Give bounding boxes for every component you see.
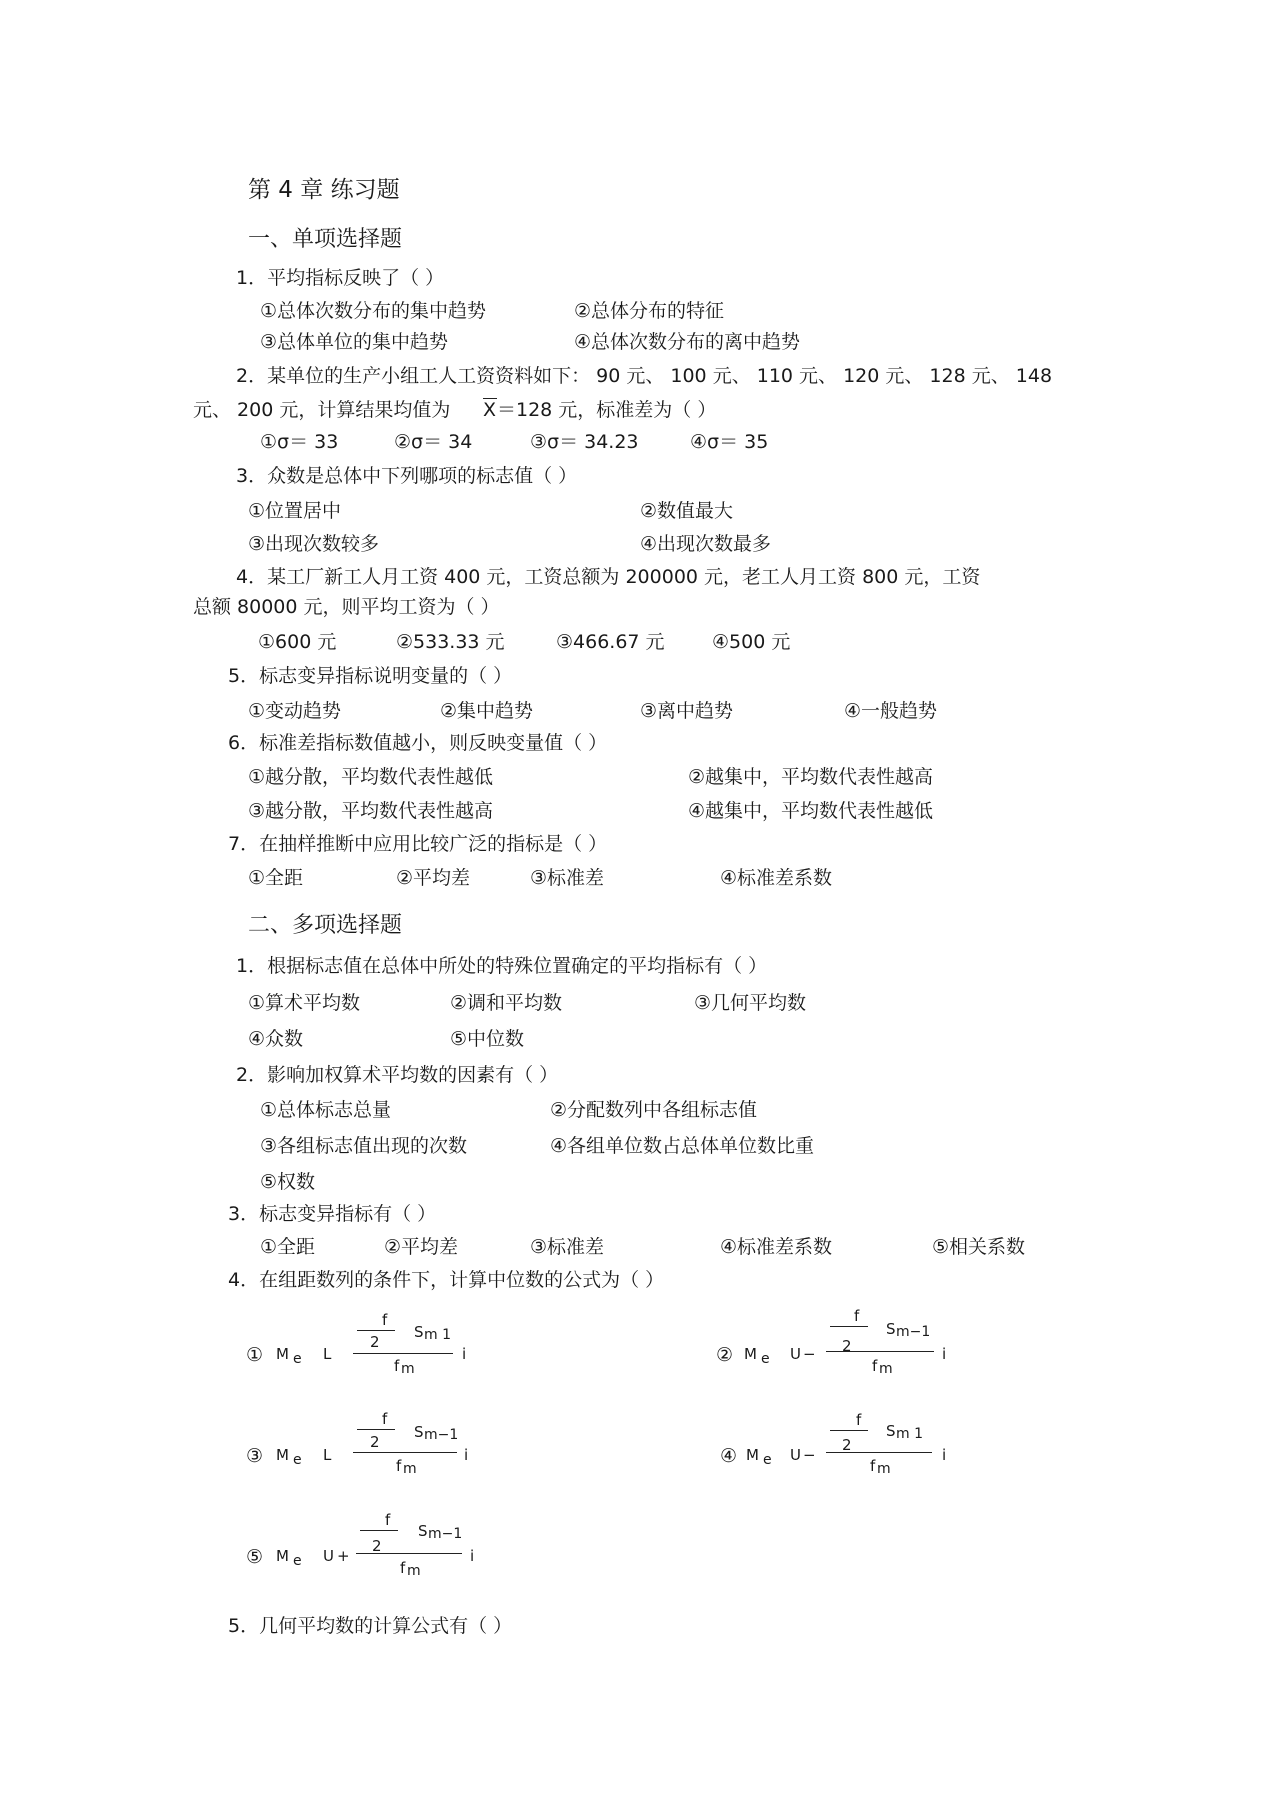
s1-q5-opt4: ④一般趋势 bbox=[844, 700, 938, 722]
formula-me: M bbox=[746, 1446, 759, 1464]
chapter-title: 第 4 章 练习题 bbox=[248, 177, 400, 203]
formula-fm: f bbox=[400, 1559, 406, 1577]
s1-q2-line2a: 元、 200 元，计算结果均值为 bbox=[193, 399, 451, 421]
main-fraction-bar bbox=[356, 1553, 462, 1554]
formula-i: i bbox=[464, 1446, 469, 1464]
formula-s-sub: m−1 bbox=[428, 1526, 463, 1542]
formula-s-sub: m 1 bbox=[424, 1327, 451, 1343]
s2-q1-opt5: ⑤中位数 bbox=[450, 1028, 525, 1050]
formula-fm-sub: m bbox=[401, 1361, 415, 1377]
xbar-overline bbox=[483, 398, 497, 399]
formula-me-sub: e bbox=[293, 1351, 302, 1367]
formula-fm-sub: m bbox=[879, 1361, 893, 1377]
formula-number: ③ bbox=[246, 1445, 264, 1467]
formula-s: S bbox=[418, 1522, 428, 1540]
s1-q1-opt3: ③总体单位的集中趋势 bbox=[260, 331, 449, 353]
s2-q3-stem: 3．标志变异指标有（ ） bbox=[228, 1203, 437, 1225]
s1-q3-opt4: ④出现次数最多 bbox=[640, 533, 772, 555]
s1-q4-opt3: ③466.67 元 bbox=[556, 631, 665, 653]
s2-q3-opt2: ②平均差 bbox=[384, 1236, 459, 1258]
formula-f: f bbox=[385, 1511, 391, 1529]
inner-fraction-bar bbox=[357, 1330, 395, 1331]
section1-heading: 一、单项选择题 bbox=[248, 227, 403, 252]
s1-q3-opt3: ③出现次数较多 bbox=[248, 533, 380, 555]
s1-q1-stem: 1．平均指标反映了（ ） bbox=[236, 267, 445, 289]
s2-q2-stem: 2．影响加权算术平均数的因素有（ ） bbox=[236, 1064, 559, 1086]
s1-q6-opt3: ③越分散，平均数代表性越高 bbox=[248, 800, 494, 822]
s1-q6-opt1: ①越分散，平均数代表性越低 bbox=[248, 766, 494, 788]
s1-q1-opt4: ④总体次数分布的离中趋势 bbox=[574, 331, 801, 353]
s1-q3-opt2: ②数值最大 bbox=[640, 500, 734, 522]
formula-me: M bbox=[276, 1446, 289, 1464]
formula-me: M bbox=[276, 1345, 289, 1363]
formula-fm: f bbox=[872, 1357, 878, 1375]
formula-two: 2 bbox=[842, 1337, 852, 1355]
s1-q7-opt1: ①全距 bbox=[248, 867, 304, 889]
formula-s-sub: m−1 bbox=[424, 1427, 459, 1443]
formula-s: S bbox=[886, 1422, 896, 1440]
formula-s-sub: m−1 bbox=[896, 1324, 931, 1340]
s2-q2-opt4: ④各组单位数占总体单位数比重 bbox=[550, 1135, 815, 1157]
s2-q1-opt2: ②调和平均数 bbox=[450, 992, 563, 1014]
formula-bound: L bbox=[323, 1446, 332, 1464]
s2-q2-opt2: ②分配数列中各组标志值 bbox=[550, 1099, 758, 1121]
s1-q7-opt2: ②平均差 bbox=[396, 867, 471, 889]
main-fraction-bar bbox=[826, 1351, 934, 1352]
s1-q2-opt2: ②σ＝ 34 bbox=[394, 431, 473, 453]
formula-me-sub: e bbox=[761, 1351, 770, 1367]
formula-fm-sub: m bbox=[877, 1461, 891, 1477]
formula-fm: f bbox=[394, 1357, 400, 1375]
s1-q3-stem: 3．众数是总体中下列哪项的标志值（ ） bbox=[236, 465, 578, 487]
main-fraction-bar bbox=[353, 1452, 457, 1453]
formula-two: 2 bbox=[370, 1333, 380, 1351]
s1-q4-line2: 总额 80000 元，则平均工资为（ ） bbox=[193, 596, 500, 618]
s2-q3-opt3: ③标准差 bbox=[530, 1236, 605, 1258]
s1-q5-stem: 5．标志变异指标说明变量的（ ） bbox=[228, 665, 513, 687]
inner-fraction-bar bbox=[360, 1530, 398, 1531]
formula-me: M bbox=[276, 1547, 289, 1565]
s2-q3-opt1: ①全距 bbox=[260, 1236, 316, 1258]
s2-q2-opt1: ①总体标志总量 bbox=[260, 1099, 392, 1121]
inner-fraction-bar bbox=[830, 1326, 868, 1327]
formula-i: i bbox=[942, 1446, 947, 1464]
s1-q2-line2b: ＝128 元，标准差为（ ） bbox=[497, 399, 717, 421]
s2-q3-opt5: ⑤相关系数 bbox=[932, 1236, 1026, 1258]
formula-fm-sub: m bbox=[403, 1461, 417, 1477]
s2-q4-stem: 4．在组距数列的条件下，计算中位数的公式为（ ） bbox=[228, 1269, 665, 1291]
formula-fm: f bbox=[870, 1457, 876, 1475]
s1-q4-opt2: ②533.33 元 bbox=[396, 631, 505, 653]
formula-sign: − bbox=[803, 1345, 816, 1363]
formula-fm: f bbox=[396, 1457, 402, 1475]
main-fraction-bar bbox=[826, 1452, 932, 1453]
formula-sign: + bbox=[337, 1547, 350, 1565]
s2-q1-opt1: ①算术平均数 bbox=[248, 992, 361, 1014]
s1-q5-opt2: ②集中趋势 bbox=[440, 700, 534, 722]
s1-q4-opt1: ①600 元 bbox=[258, 631, 337, 653]
s1-q6-stem: 6．标准差指标数值越小，则反映变量值（ ） bbox=[228, 732, 608, 754]
s2-q3-opt4: ④标准差系数 bbox=[720, 1236, 833, 1258]
formula-s: S bbox=[414, 1423, 424, 1441]
formula-me-sub: e bbox=[293, 1553, 302, 1569]
formula-bound: U bbox=[790, 1345, 801, 1363]
formula-i: i bbox=[470, 1547, 475, 1565]
formula-two: 2 bbox=[842, 1436, 852, 1454]
formula-bound: U bbox=[790, 1446, 801, 1464]
formula-bound: U bbox=[323, 1547, 334, 1565]
formula-me: M bbox=[744, 1345, 757, 1363]
formula-bound: L bbox=[323, 1345, 332, 1363]
s1-q4-line1: 4．某工厂新工人月工资 400 元，工资总额为 200000 元，老工人月工资 800 元，工资 bbox=[236, 566, 981, 588]
formula-s: S bbox=[886, 1320, 896, 1338]
section2-heading: 二、多项选择题 bbox=[248, 913, 403, 938]
formula-sign: − bbox=[803, 1446, 816, 1464]
formula-i: i bbox=[942, 1345, 947, 1363]
formula-f: f bbox=[382, 1410, 388, 1428]
s1-q7-stem: 7．在抽样推断中应用比较广泛的指标是（ ） bbox=[228, 833, 608, 855]
main-fraction-bar bbox=[353, 1353, 453, 1354]
formula-f: f bbox=[856, 1411, 862, 1429]
inner-fraction-bar bbox=[357, 1429, 395, 1430]
s1-q6-opt2: ②越集中，平均数代表性越高 bbox=[688, 766, 934, 788]
s1-q2-line1: 2．某单位的生产小组工人工资资料如下： 90 元、 100 元、 110 元、 120 元、 128 元、 148 bbox=[236, 365, 1053, 387]
s2-q5-stem: 5．几何平均数的计算公式有（ ） bbox=[228, 1615, 513, 1637]
s1-q2-opt4: ④σ＝ 35 bbox=[690, 431, 769, 453]
formula-number: ⑤ bbox=[246, 1546, 264, 1568]
formula-fm-sub: m bbox=[407, 1563, 421, 1579]
s1-q5-opt3: ③离中趋势 bbox=[640, 700, 734, 722]
formula-me-sub: e bbox=[763, 1452, 772, 1468]
formula-two: 2 bbox=[370, 1433, 380, 1451]
formula-s: S bbox=[414, 1323, 424, 1341]
formula-s-sub: m 1 bbox=[896, 1426, 923, 1442]
formula-number: ④ bbox=[720, 1445, 738, 1467]
formula-number: ① bbox=[246, 1344, 264, 1366]
formula-f: f bbox=[382, 1311, 388, 1329]
s1-q7-opt3: ③标准差 bbox=[530, 867, 605, 889]
formula-i: i bbox=[462, 1345, 467, 1363]
s1-q6-opt4: ④越集中，平均数代表性越低 bbox=[688, 800, 934, 822]
s1-q1-opt1: ①总体次数分布的集中趋势 bbox=[260, 300, 487, 322]
s1-q7-opt4: ④标准差系数 bbox=[720, 867, 833, 889]
s2-q1-opt4: ④众数 bbox=[248, 1028, 304, 1050]
inner-fraction-bar bbox=[830, 1430, 868, 1431]
s1-q2-xbar: X bbox=[483, 399, 497, 421]
formula-me-sub: e bbox=[293, 1452, 302, 1468]
formula-f: f bbox=[854, 1307, 860, 1325]
s1-q4-opt4: ④500 元 bbox=[712, 631, 791, 653]
formula-number: ② bbox=[716, 1344, 734, 1366]
s2-q2-opt5: ⑤权数 bbox=[260, 1171, 316, 1193]
s1-q5-opt1: ①变动趋势 bbox=[248, 700, 342, 722]
s1-q2-opt3: ③σ＝ 34.23 bbox=[530, 431, 639, 453]
s2-q2-opt3: ③各组标志值出现的次数 bbox=[260, 1135, 468, 1157]
formula-two: 2 bbox=[372, 1537, 382, 1555]
s2-q1-stem: 1．根据标志值在总体中所处的特殊位置确定的平均指标有（ ） bbox=[236, 955, 768, 977]
s1-q3-opt1: ①位置居中 bbox=[248, 500, 342, 522]
s2-q1-opt3: ③几何平均数 bbox=[694, 992, 807, 1014]
s1-q1-opt2: ②总体分布的特征 bbox=[574, 300, 725, 322]
s1-q2-opt1: ①σ＝ 33 bbox=[260, 431, 339, 453]
